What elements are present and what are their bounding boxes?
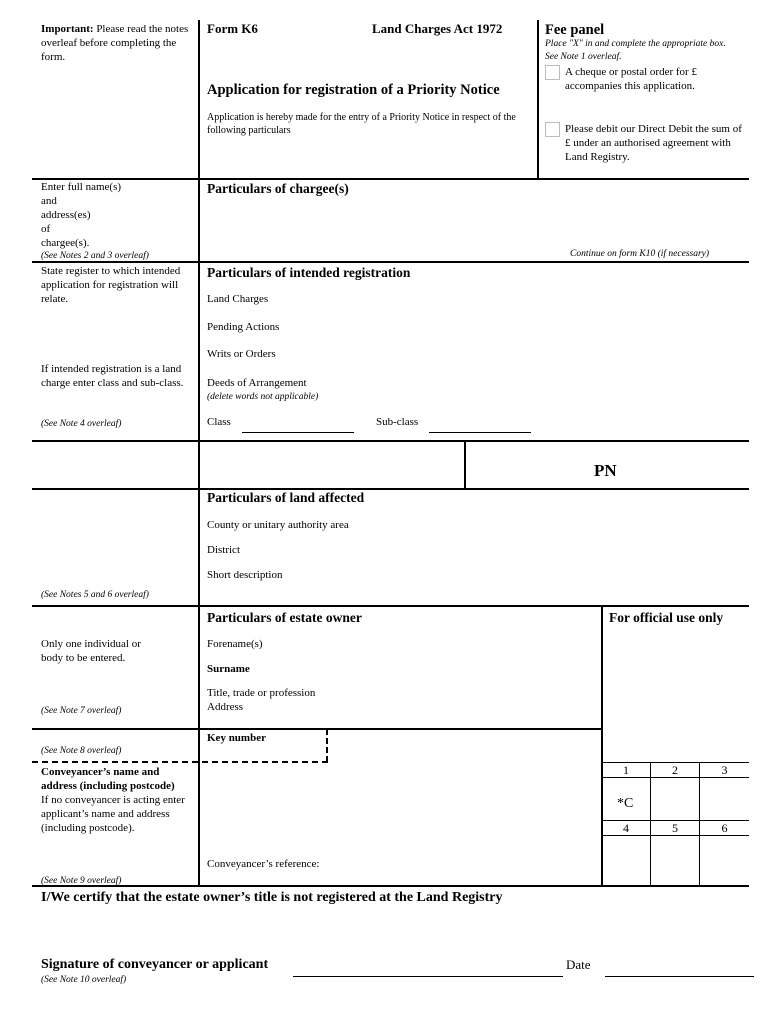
official-cell-5: 5 [672, 821, 678, 835]
divider-official [601, 606, 603, 886]
rule-form-bottom [32, 885, 749, 887]
chargee-line: address(es) [41, 209, 91, 221]
chargee-input-area[interactable] [204, 200, 744, 244]
fee-option-direct-debit-label: Please debit our Direct Debit the sum of £ under an authorised agreement with Land Registry. [565, 123, 742, 163]
registration-heading: Particulars of intended registration [207, 265, 411, 280]
signature-label: Signature of conveyancer or applicant [41, 957, 269, 972]
important-note [41, 22, 189, 64]
important-label: Important: [41, 23, 94, 35]
official-cell-1: 1 [623, 763, 629, 777]
conveyancer-label [41, 765, 191, 835]
key-number-input[interactable] [204, 746, 322, 759]
forenames-label: Forename(s) [207, 638, 263, 650]
official-cell-6: 6 [721, 821, 728, 835]
subclass-input[interactable] [429, 417, 531, 433]
estate-owner-heading: Particulars of estate owner [207, 610, 362, 625]
rule-after-land [32, 605, 749, 607]
note-10: (See Note 10 overleaf) [41, 975, 127, 985]
register-option-deeds-arrangement[interactable]: Deeds of Arrangement [207, 377, 307, 389]
certify-statement: I/We certify that the estate owner’s title is not registered at the Land Registry [41, 890, 503, 905]
chargee-note: (See Notes 2 and 3 overleaf) [41, 251, 149, 261]
note-7: (See Note 7 overleaf) [41, 706, 122, 716]
date-label: Date [566, 957, 591, 972]
divider-left-column [198, 20, 200, 886]
land-heading: Particulars of land affected [207, 490, 365, 505]
form-number: Form K6 [207, 21, 258, 36]
important-text: Please read the notes overleaf before completing the form. [41, 23, 189, 63]
class-instruction: If intended registration is a land charge enter class and sub-class. [41, 363, 184, 389]
fee-option-direct-debit-checkbox[interactable] [545, 122, 560, 137]
conveyancer-reference-label: Conveyancer’s reference: [207, 858, 320, 870]
title-trade-label: Title, trade or profession [207, 687, 316, 699]
date-line[interactable] [605, 959, 754, 977]
key-number-label: Key number [207, 732, 266, 744]
conveyancer-label-bold: Conveyancer’s name and address (including postcode) [41, 766, 175, 792]
note-9: (See Note 9 overleaf) [41, 876, 122, 886]
register-option-pending-actions[interactable]: Pending Actions [207, 321, 280, 333]
official-cell-2: 2 [672, 763, 678, 777]
official-cell-3: 3 [721, 763, 728, 777]
note-5-6: (See Notes 5 and 6 overleaf) [41, 590, 149, 600]
one-individual-instruction: Only one individual or body to be entered. [41, 638, 141, 664]
divider-fee-panel [537, 20, 539, 180]
fee-option-cheque-label: A cheque or postal order for £ accompanies this application. [565, 66, 697, 92]
class-label: Class [207, 416, 231, 428]
district-label: District [207, 544, 240, 556]
note-8: (See Note 8 overleaf) [41, 746, 122, 756]
pn-label: PN [594, 461, 617, 480]
fee-instruction: Place "X" in and complete the appropriate box. See Note 1 overleaf. [545, 39, 726, 62]
address-label: Address [207, 701, 244, 713]
official-use-heading: For official use only [609, 610, 724, 625]
dashed-keybox-right [326, 729, 328, 762]
divider-pn [464, 441, 466, 489]
county-label: County or unitary authority area [207, 519, 349, 531]
register-option-writs-orders[interactable]: Writs or Orders [207, 348, 276, 360]
official-cell-4: 4 [623, 821, 629, 835]
chargee-line: Enter full name(s) [41, 181, 122, 193]
chargee-line: chargee(s). [41, 237, 90, 249]
dashed-keybox-bottom [32, 761, 328, 763]
conveyancer-label-rest: If no conveyancer is acting enter applicant’s name and address (including postcode). [41, 794, 185, 834]
delete-words-note: (delete words not applicable) [207, 392, 319, 402]
register-option-land-charges[interactable]: Land Charges [207, 293, 269, 305]
rule-after-estate [32, 728, 602, 730]
chargee-heading: Particulars of chargee(s) [207, 181, 349, 196]
class-input[interactable] [242, 417, 354, 433]
signature-line[interactable] [293, 959, 563, 977]
chargee-line: and [41, 195, 57, 207]
subclass-label: Sub-class [376, 416, 419, 428]
official-c-mark: *C [617, 796, 634, 811]
fee-option-cheque-checkbox[interactable] [545, 65, 560, 80]
rule-after-pn [32, 488, 749, 490]
register-instruction: State register to which intended application for registration will relate. [41, 265, 181, 305]
chargee-line: of [41, 223, 51, 235]
chargee-instruction [41, 180, 191, 250]
continue-note: Continue on form K10 (if necessary) [570, 249, 710, 259]
rule-before-pn [32, 440, 749, 442]
form-intro: Application is hereby made for the entry of a Priority Notice in respect of the following particulars [207, 112, 516, 136]
surname-label: Surname [207, 663, 250, 675]
form-title: Application for registration of a Priority Notice [207, 82, 500, 98]
note-4: (See Note 4 overleaf) [41, 419, 122, 429]
act-name: Land Charges Act 1972 [372, 21, 503, 36]
conveyancer-input-area[interactable] [204, 766, 594, 850]
fee-panel-title: Fee panel [545, 22, 605, 38]
short-description-label: Short description [207, 569, 283, 581]
